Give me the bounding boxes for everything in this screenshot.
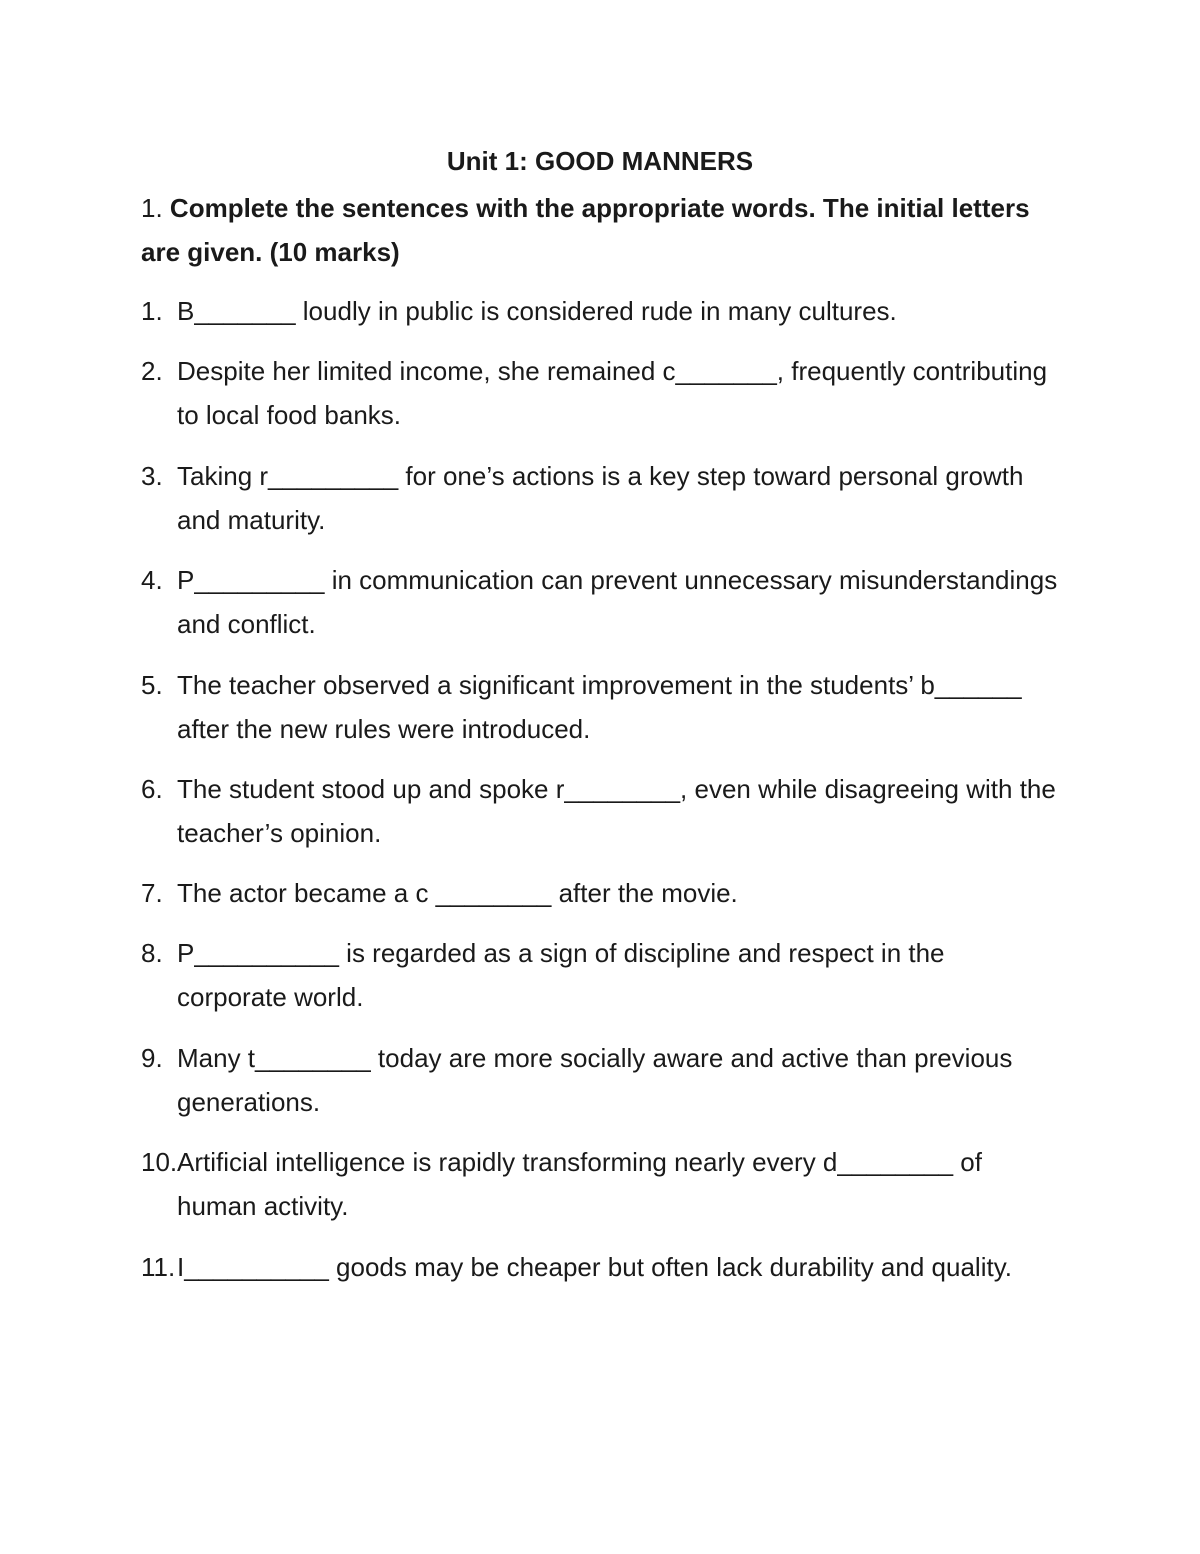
question-item — [141, 349, 1061, 437]
exercise-number: 1. — [141, 193, 163, 223]
question-text: I__________ goods may be cheaper but often lack durability and quality. — [177, 1252, 1012, 1282]
question-text: Despite her limited income, she remained c_______, frequently contributing to local food banks. — [177, 356, 1048, 430]
question-item — [141, 931, 1061, 1019]
question-item — [141, 1036, 1061, 1124]
question-item — [141, 289, 1061, 333]
question-number: 1. — [141, 296, 163, 326]
question-text: Artificial intelligence is rapidly transforming nearly every d________ of human activity. — [177, 1147, 982, 1221]
question-item — [141, 1245, 1061, 1289]
question-text: B_______ loudly in public is considered rude in many cultures. — [177, 296, 897, 326]
question-number: 9. — [141, 1043, 163, 1073]
exercise-instruction-text: Complete the sentences with the appropriate words. The initial letters are given. (10 marks) — [141, 193, 1030, 267]
question-text: Many t________ today are more socially aware and active than previous generations. — [177, 1043, 1013, 1117]
question-number: 5. — [141, 670, 163, 700]
question-item — [141, 454, 1061, 542]
question-item — [141, 767, 1061, 855]
question-number: 10. — [141, 1147, 178, 1177]
question-text: P__________ is regarded as a sign of discipline and respect in the corporate world. — [177, 938, 945, 1012]
question-text: The teacher observed a significant improvement in the students’ b______ after the new rules were introduced. — [177, 670, 1022, 744]
question-number: 8. — [141, 938, 163, 968]
question-number: 11. — [141, 1252, 176, 1282]
exercise-instruction — [141, 186, 1041, 274]
question-item — [141, 871, 1061, 915]
question-item — [141, 663, 1061, 751]
question-text: The actor became a c ________ after the movie. — [177, 878, 738, 908]
question-number: 7. — [141, 878, 163, 908]
page-title: Unit 1: GOOD MANNERS — [446, 146, 754, 176]
question-number: 3. — [141, 461, 163, 491]
question-item — [141, 1140, 1061, 1228]
question-text: The student stood up and spoke r________, even while disagreeing with the teacher’s opinion. — [177, 774, 1056, 848]
question-number: 2. — [141, 356, 163, 386]
question-number: 6. — [141, 774, 163, 804]
question-number: 4. — [141, 565, 163, 595]
question-text: P_________ in communication can prevent unnecessary misunderstandings and conflict. — [177, 565, 1058, 639]
question-text: Taking r_________ for one’s actions is a key step toward personal growth and maturity. — [177, 461, 1024, 535]
question-item — [141, 558, 1061, 646]
